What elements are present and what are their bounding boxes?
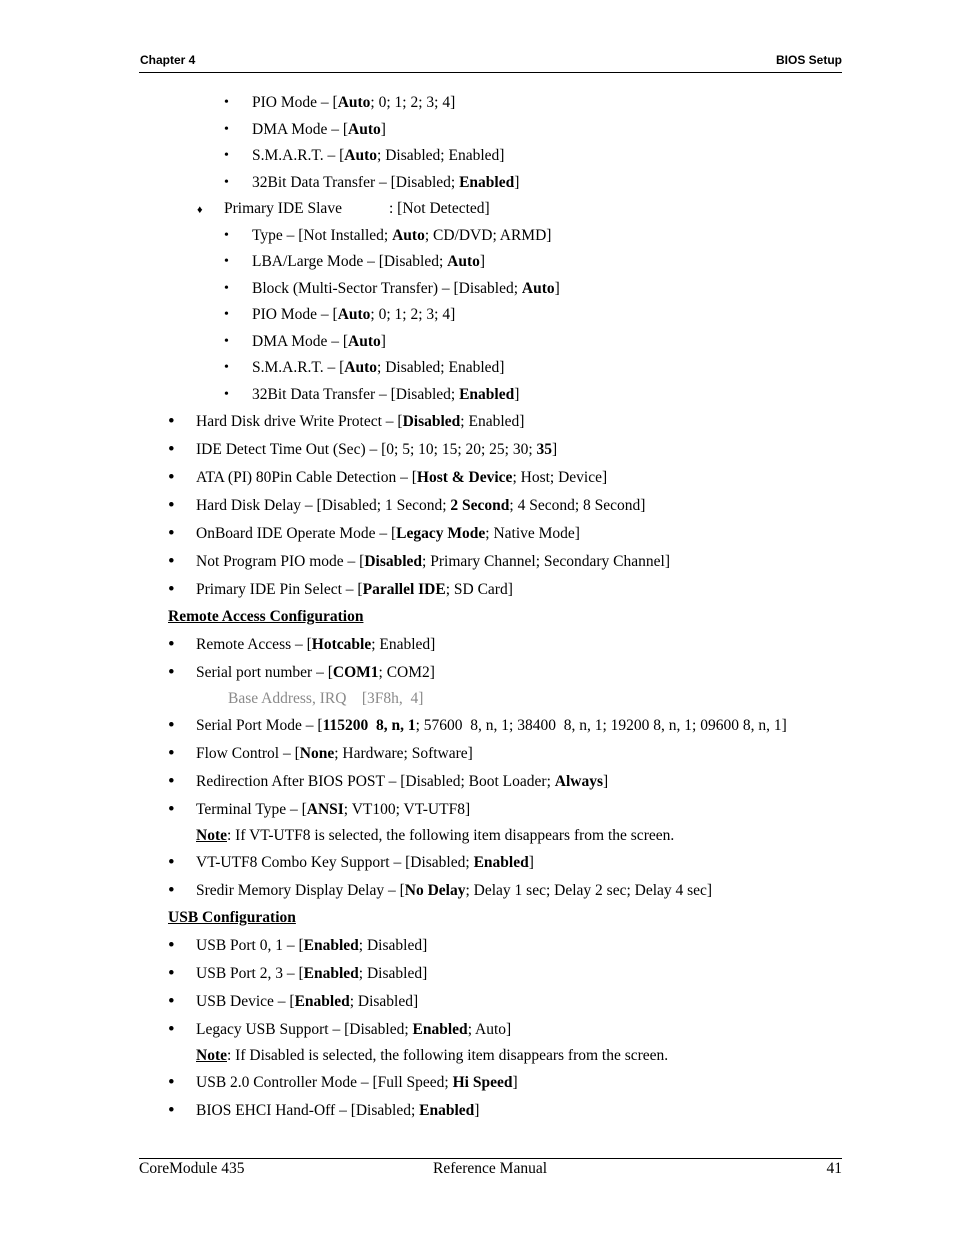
- bullet: •: [224, 228, 229, 243]
- list-item: IDE Detect Time Out (Sec) – [0; 5; 10; 15; 20; 25; 30; 35]: [196, 441, 558, 458]
- list-item: USB Port 0, 1 – [Enabled; Disabled]: [196, 937, 428, 954]
- list-item: Terminal Type – [ANSI; VT100; VT-UTF8]: [196, 801, 471, 818]
- product-name: CoreModule 435: [139, 1160, 245, 1177]
- list-item: OnBoard IDE Operate Mode – [Legacy Mode; Native Mode]: [196, 525, 580, 542]
- page-header: [139, 52, 842, 73]
- bullet: •: [224, 307, 229, 322]
- list-item: PIO Mode – [Auto; 0; 1; 2; 3; 4]: [252, 94, 456, 111]
- bullet: •: [168, 963, 175, 984]
- list-item: Legacy USB Support – [Disabled; Enabled; Auto]: [196, 1021, 512, 1038]
- bullet: •: [168, 852, 175, 873]
- list-item: DMA Mode – [Auto]: [252, 333, 386, 350]
- list-item: 32Bit Data Transfer – [Disabled; Enabled]: [252, 386, 520, 403]
- bullet: •: [168, 743, 175, 764]
- list-item: PIO Mode – [Auto; 0; 1; 2; 3; 4]: [252, 306, 456, 323]
- bullet: •: [224, 254, 229, 269]
- list-item: USB Port 2, 3 – [Enabled; Disabled]: [196, 965, 428, 982]
- list-item: S.M.A.R.T. – [Auto; Disabled; Enabled]: [252, 147, 505, 164]
- bullet: •: [168, 579, 175, 600]
- list-item: Type – [Not Installed; Auto; CD/DVD; ARMD]: [252, 227, 552, 244]
- note: Note: If Disabled is selected, the following item disappears from the screen.: [196, 1047, 669, 1064]
- bullet: •: [168, 991, 175, 1012]
- list-item: Serial Port Mode – [115200 8, n, 1; 57600 8, n, 1; 38400 8, n, 1; 19200 8, n, 1; 09600 8, n, 1]: [196, 717, 787, 734]
- bullet: •: [168, 880, 175, 901]
- bullet: •: [168, 551, 175, 572]
- bullet: •: [168, 715, 175, 736]
- list-item: BIOS EHCI Hand-Off – [Disabled; Enabled]: [196, 1102, 480, 1119]
- slave-label: Primary IDE Slave: [224, 200, 342, 217]
- bullet: •: [224, 334, 229, 349]
- list-item: Flow Control – [None; Hardware; Software]: [196, 745, 473, 762]
- list-item: Primary IDE Pin Select – [Parallel IDE; SD Card]: [196, 581, 513, 598]
- bullet: •: [168, 662, 175, 683]
- list-item: DMA Mode – [Auto]: [252, 121, 386, 138]
- list-item: Block (Multi-Sector Transfer) – [Disabled; Auto]: [252, 280, 560, 297]
- list-item: Sredir Memory Display Delay – [No Delay; Delay 1 sec; Delay 2 sec; Delay 4 sec]: [196, 882, 713, 899]
- list-item: LBA/Large Mode – [Disabled; Auto]: [252, 253, 486, 270]
- list-item: 32Bit Data Transfer – [Disabled; Enabled]: [252, 174, 520, 191]
- section-heading-remote-access: Remote Access Configuration: [168, 608, 364, 625]
- bullet: •: [168, 467, 175, 488]
- bullet: •: [168, 523, 175, 544]
- manual-title: Reference Manual: [433, 1160, 548, 1177]
- list-item: S.M.A.R.T. – [Auto; Disabled; Enabled]: [252, 359, 505, 376]
- bullet: •: [168, 1100, 175, 1121]
- chapter-label: Chapter 4: [140, 53, 196, 67]
- list-item: Not Program PIO mode – [Disabled; Primary Channel; Secondary Channel]: [196, 553, 670, 570]
- page-number: 41: [826, 1160, 842, 1177]
- list-item: Serial port number – [COM1; COM2]: [196, 664, 435, 681]
- slave-value: : [Not Detected]: [389, 200, 490, 217]
- bullet: •: [224, 175, 229, 190]
- list-item: Hard Disk drive Write Protect – [Disabled; Enabled]: [196, 413, 525, 430]
- section-heading-usb: USB Configuration: [168, 909, 296, 926]
- bullet: •: [168, 634, 175, 655]
- list-item: ATA (PI) 80Pin Cable Detection – [Host & Device; Host; Device]: [196, 469, 608, 486]
- bullet: •: [168, 799, 175, 820]
- bullet: •: [224, 148, 229, 163]
- diamond-bullet-icon: ♦: [197, 204, 203, 216]
- bullet: •: [168, 1019, 175, 1040]
- bullet: •: [168, 1072, 175, 1093]
- list-item: VT-UTF8 Combo Key Support – [Disabled; Enabled]: [196, 854, 534, 871]
- list-item: Hard Disk Delay – [Disabled; 1 Second; 2 Second; 4 Second; 8 Second]: [196, 497, 646, 514]
- bullet: •: [224, 281, 229, 296]
- section-label: BIOS Setup: [775, 53, 842, 67]
- bullet: •: [224, 360, 229, 375]
- base-address-irq: Base Address, IRQ [3F8h, 4]: [228, 690, 424, 707]
- page-footer: [139, 1158, 842, 1181]
- bullet: •: [168, 771, 175, 792]
- bullet: •: [224, 95, 229, 110]
- bullet: •: [168, 411, 175, 432]
- bullet: •: [168, 495, 175, 516]
- bullet: •: [224, 387, 229, 402]
- list-item: Remote Access – [Hotcable; Enabled]: [196, 636, 436, 653]
- bullet: •: [168, 439, 175, 460]
- bullet: •: [224, 122, 229, 137]
- list-item: USB 2.0 Controller Mode – [Full Speed; Hi Speed]: [196, 1074, 518, 1091]
- note: Note: If VT-UTF8 is selected, the following item disappears from the screen.: [196, 827, 675, 844]
- bullet: •: [168, 935, 175, 956]
- list-item: USB Device – [Enabled; Disabled]: [196, 993, 419, 1010]
- list-item: Redirection After BIOS POST – [Disabled; Boot Loader; Always]: [196, 773, 609, 790]
